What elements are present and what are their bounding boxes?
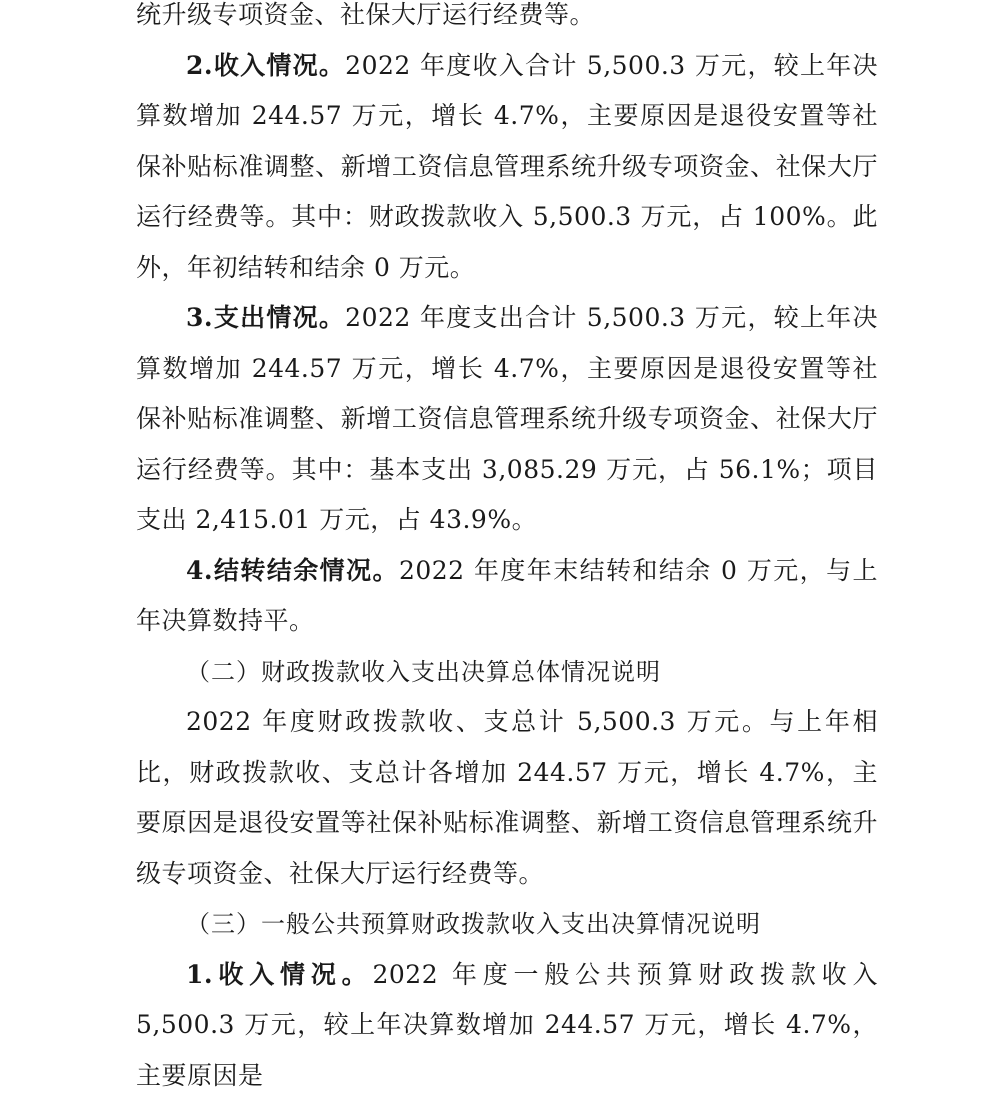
paragraph-text: 2022 年度年末结转和结余 0 万元，与上年决算数持平。: [136, 556, 878, 636]
paragraph-general-budget-income: [136, 950, 878, 1101]
paragraph-lead-general-income: 1.收入情况。: [186, 960, 373, 989]
paragraph-fiscal-total: [136, 697, 878, 899]
paragraph-expenditure: [136, 293, 878, 546]
paragraph-carryover: [136, 546, 878, 647]
paragraph-text: 2022 年度一般公共预算财政拨款收入 5,500.3 万元，较上年决算数增加 244.57 万元，增长 4.7%，主要原因是: [136, 960, 878, 1090]
paragraph-lead-carryover: 4.结转结余情况。: [186, 556, 399, 585]
paragraph-income: [136, 41, 878, 294]
paragraph-text: 2022 年度财政拨款收、支总计 5,500.3 万元。与上年相比，财政拨款收、支总计各增加 244.57 万元，增长 4.7%，主要原因是退役安置等社保补贴标准调整、新增工资信息管理系统升级专项资金、社保大厅运行经费等。: [136, 707, 878, 888]
section-heading-2: （二）财政拨款收入支出决算总体情况说明: [136, 647, 878, 698]
paragraph-lead-expenditure: 3.支出情况。: [186, 303, 345, 332]
paragraph-text: 2022 年度收入合计 5,500.3 万元，较上年决算数增加 244.57 万元，增长 4.7%，主要原因是退役安置等社保补贴标准调整、新增工资信息管理系统升级专项资金、社保大厅运行经费等。其中：财政拨款收入 5,500.3 万元，占 100%。此外，年初结转和结余 0 万元。: [136, 51, 878, 282]
paragraph-text: 统升级专项资金、社保大厅运行经费等。: [136, 0, 595, 29]
document-page: [136, 0, 878, 1101]
paragraph-text: 2022 年度支出合计 5,500.3 万元，较上年决算数增加 244.57 万元，增长 4.7%，主要原因是退役安置等社保补贴标准调整、新增工资信息管理系统升级专项资金、社保大厅运行经费等。其中：基本支出 3,085.29 万元，占 56.1%；项目支出 2,415.01 万元，占 43.9%。: [136, 303, 878, 534]
paragraph-continuation: [136, 0, 878, 41]
paragraph-lead-income: 2.收入情况。: [186, 51, 345, 80]
section-heading-3: （三）一般公共预算财政拨款收入支出决算情况说明: [136, 899, 878, 950]
